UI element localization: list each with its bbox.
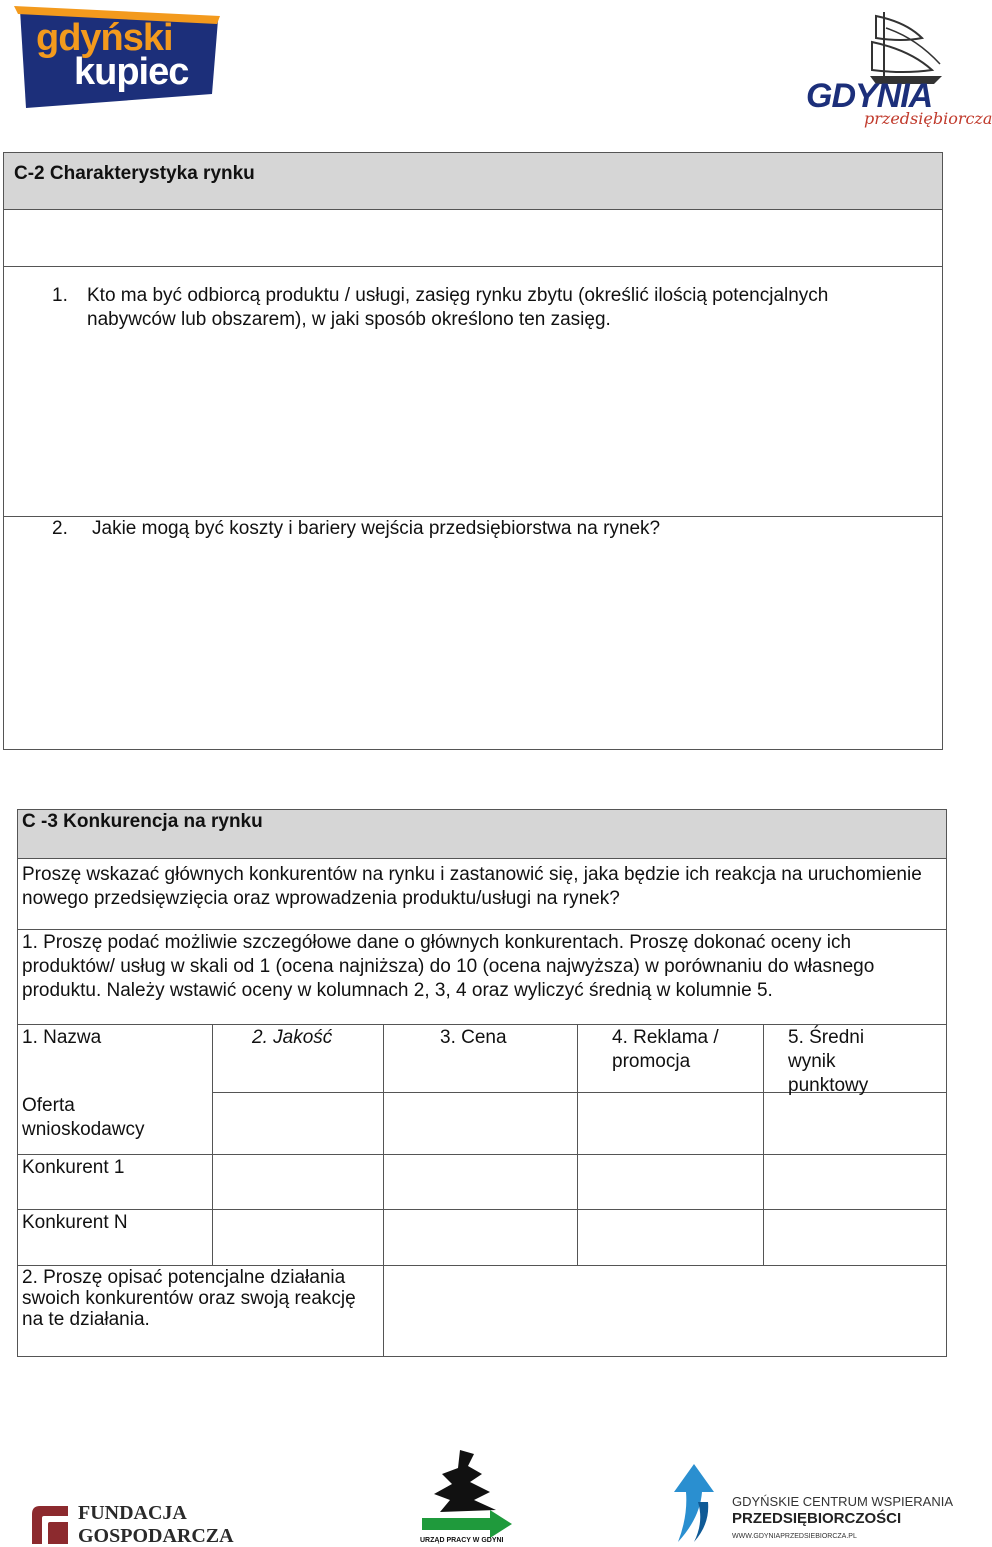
row-label-oferta: Oferta wnioskodawcy <box>22 1095 145 1140</box>
fundacja-line1: FUNDACJA <box>78 1502 187 1524</box>
urzad-pracy-logo <box>420 1448 514 1546</box>
c2-q1-number: 1. <box>52 285 68 306</box>
table-row3-divider <box>17 1265 947 1266</box>
c2-section <box>3 152 943 750</box>
c2-spacer-divider <box>3 266 943 267</box>
c3-q2-text: 2. Proszę opisać potencjalne działania swoich konkurentów oraz swoją reakcję na te działania. <box>22 1267 356 1330</box>
c3-intro-divider <box>17 929 947 930</box>
gdynski-kupiec-logo <box>14 6 220 110</box>
col-header-reklama: 4. Reklama / promocja <box>612 1027 719 1072</box>
row-label-konkurent-n: Konkurent N <box>22 1212 128 1233</box>
c2-header-divider <box>3 209 943 210</box>
table-col-divider-4 <box>763 1024 764 1265</box>
centrum-line1: GDYŃSKIE CENTRUM WSPIERANIA <box>732 1494 954 1509</box>
col-header-cena: 3. Cena <box>440 1027 507 1048</box>
centrum-line2: PRZEDSIĘBIORCZOŚCI <box>732 1510 902 1527</box>
fundacja-gospodarcza-logo <box>28 1500 258 1546</box>
table-col-divider-1 <box>212 1024 213 1265</box>
kupiec-logo-line1: gdyński <box>36 17 173 59</box>
table-row1-divider <box>17 1154 947 1155</box>
c3-instruction: 1. Proszę podać możliwie szczegółowe dane o głównych konkurentach. Proszę dokonać oceny ich produktów/ usług w skali od 1 (ocena najniższa) do 10 (ocena najwyższa) w porównaniu do własnego produktu. Należy wstawić oceny w kolumnach 2, 3, 4 oraz wyliczyć średnią w kolumnie 5. <box>22 932 875 1001</box>
kupiec-logo-line2: kupiec <box>74 51 189 93</box>
c2-title: C-2 Charakterystyka rynku <box>14 163 255 184</box>
urzad-label: URZĄD PRACY W GDYNI <box>420 1537 504 1544</box>
gdynskie-centrum-logo <box>664 1462 954 1546</box>
gdynia-sub: przedsiębiorcza <box>864 109 992 128</box>
col-header-jakosc: 2. Jakość <box>252 1027 333 1048</box>
c3-header-divider <box>17 858 947 859</box>
col-header-sredni-wynik: 5. Średni wynik punktowy <box>788 1027 869 1096</box>
c3-title: C -3 Konkurencja na rynku <box>22 811 263 832</box>
c2-q2-text: Jakie mogą być koszty i bariery wejścia przedsiębiorstwa na rynek? <box>92 518 661 539</box>
table-col-divider-3 <box>577 1024 578 1265</box>
table-col-divider-2 <box>383 1024 384 1357</box>
c2-q1-text: Kto ma być odbiorcą produktu / usługi, zasięg rynku zbytu (określić ilością potencjalnych nabywców lub obszarem), w jaki sposób określono ten zasięg. <box>87 285 829 330</box>
gdynia-przedsiebiorcza-logo <box>806 8 992 132</box>
table-row2-divider <box>17 1209 947 1210</box>
table-top-border <box>17 1024 947 1025</box>
c3-intro: Proszę wskazać głównych konkurentów na rynku i zastanowić się, jaka będzie ich reakcja na uruchomienie nowego przedsięwzięcia oraz wprowadzenia produktu/usługi na rynek? <box>22 864 922 909</box>
c2-q2-number: 2. <box>52 518 68 539</box>
fundacja-line2: GOSPODARCZA <box>78 1525 234 1547</box>
centrum-url: WWW.GDYNIAPRZEDSIEBIORCZA.PL <box>732 1533 857 1540</box>
row-label-konkurent-1: Konkurent 1 <box>22 1157 125 1178</box>
col-header-nazwa: 1. Nazwa <box>22 1027 102 1048</box>
gdynia-word: GDYNIA <box>806 77 933 115</box>
